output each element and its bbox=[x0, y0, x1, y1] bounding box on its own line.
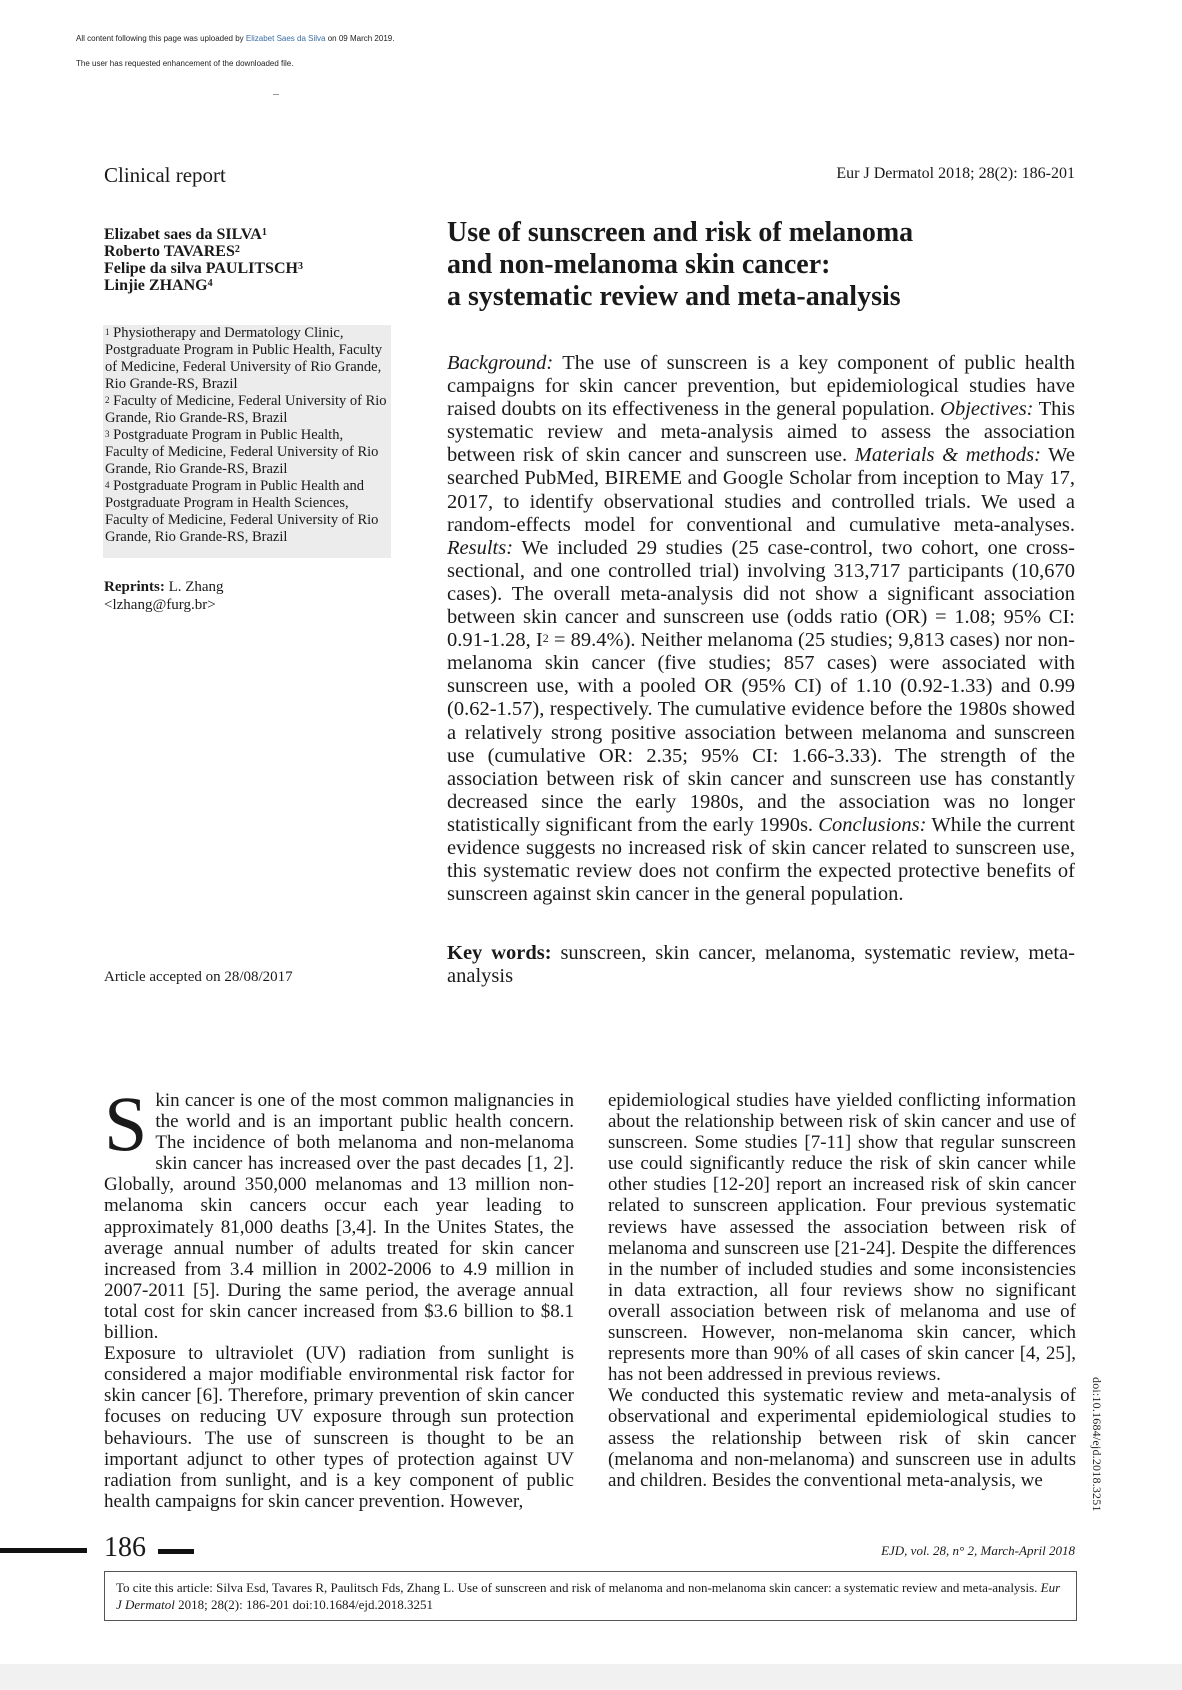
issue-reference: EJD, vol. 28, n° 2, March-April 2018 bbox=[881, 1543, 1075, 1558]
affiliations-box bbox=[103, 325, 391, 558]
upload-notice bbox=[76, 34, 394, 43]
enhancement-notice: The user has requested enhancement of the downloaded file. bbox=[76, 59, 294, 68]
cite-journal: Eur J Dermatol bbox=[116, 1580, 1061, 1612]
footer-rule bbox=[0, 1548, 87, 1553]
body-paragraph: epidemiological studies have yielded conflicting information about the relationship between risk of skin cancer and use of sunscreen. Some studies [7-11] show that regular sunscreen use could significantly reduce the risk of skin cancer while other studies [12-20] report an increased risk of skin cancer related to sunscreen application. Four previous systematic reviews have assessed the association between risk of melanoma and sunscreen use [21-24]. Despite the differences in the number of included studies and some inconsistencies in data extraction, all four reviews show no significant overall association between risk of melanoma and use of sunscreen. However, non-melanoma skin cancer, which represents more than 90% of all cases of skin cancer [4, 25], has not been addressed in previous reviews. bbox=[608, 1090, 1076, 1386]
drop-cap: S bbox=[104, 1080, 148, 1167]
body-paragraph: We conducted this systematic review and meta-analysis of observational and experimental epidemiological studies to assess the relationship between risk of skin cancer (melanoma and non-melanoma) and sunscreen use in adults and children. Besides the conventional meta-analysis, we bbox=[608, 1385, 1076, 1491]
keywords bbox=[447, 942, 1075, 988]
journal-reference: Eur J Dermatol 2018; 28(2): 186-201 bbox=[836, 165, 1075, 182]
author: Linjie ZHANG$^4$ bbox=[104, 277, 213, 294]
body-column-right bbox=[608, 1090, 1076, 1491]
background-label: Background: bbox=[447, 352, 554, 374]
affiliation: $^3$ Postgraduate Program in Public Health, Faculty of Medicine, Federal University of Rio Grande, Rio Grande-RS, Brazil bbox=[105, 427, 379, 477]
methods-label: Materials & methods: bbox=[854, 444, 1041, 467]
conclusions-label: Conclusions: bbox=[818, 813, 927, 836]
reprints-email: <lzhang@furg.br> bbox=[104, 597, 216, 613]
abstract: Background: The use of sunscreen is a key component of public health campaigns for skin cancer prevention, but epidemiological studies have raised doubts on its effectiveness in the general population. Objectives: This systematic review and meta-analysis aimed to assess the association between risk of skin cancer and sunscreen use. Materials & methods: We searched PubMed, BIREME and Google Scholar from inception to May 17, 2017, to identify observational studies and controlled trials. We used a random-effects model for conventional and cumulative meta-analyses. Results: We included 29 studies (25 case-control, two cohort, one cross-sectional, and one controlled trial) involving 313,717 participants (10,670 cases). The overall meta-analysis did not show a significant association between skin cancer and sunscreen use (odds ratio (OR) = 1.08; 95% CI: 0.91-1.28, $I^2 = 89.4\%$). Neither melanoma (25 studies; 9,813 cases) nor non-melanoma skin cancer (five studies; 857 cases) were associated with sunscreen use, with a pooled OR (95% CI) of 1.10 (0.92-1.33) and 0.99 (0.62-1.57), respectively. The cumulative evidence before the 1980s showed a relatively strong positive association between melanoma and sunscreen use (cumulative OR: 2.35; 95% CI: 1.66-3.33). The strength of the association between risk of skin cancer and sunscreen use has constantly decreased since the early 1980s, and the association was no longer statistically significant from the early 1990s. Conclusions: While the current evidence suggests no increased risk of skin cancer related to sunscreen use, this systematic review does not confirm the expected protective benefits of sunscreen against skin cancer in the general population. bbox=[447, 352, 1076, 906]
accepted-date: Article accepted on 28/08/2017 bbox=[104, 969, 293, 985]
citation-box: To cite this article: Silva Esd, Tavares R, Paulitsch Fds, Zhang L. Use of sunscreen and risk of melanoma and non-melanoma skin cancer: a systematic review and meta-analysis. Eur J Dermatol 2018; 28(2): 186-201 doi:10.1684/ejd.2018.3251 bbox=[104, 1571, 1077, 1621]
body-column-left bbox=[104, 1080, 574, 1512]
page-number: 186 bbox=[104, 1532, 146, 1563]
affiliation: $^2$ Faculty of Medicine, Federal University of Rio Grande, Rio Grande-RS, Brazil bbox=[105, 393, 387, 426]
author-list bbox=[104, 226, 404, 294]
author: Felipe da silva PAULITSCH$^3$ bbox=[104, 260, 303, 277]
author: Roberto TAVARES$^2$ bbox=[104, 243, 240, 260]
affiliation: $^1$ Physiotherapy and Dermatology Clinic, Postgraduate Program in Public Health, Faculty of Medicine, Federal University of Rio Grande, Rio Grande-RS, Brazil bbox=[105, 325, 383, 392]
keywords-label: Key words: bbox=[447, 942, 552, 964]
section-label: Clinical report bbox=[104, 163, 226, 187]
doi-sidebar: doi:10.1684/ejd.2018.3251 bbox=[1090, 1377, 1104, 1512]
results-label: Results: bbox=[447, 536, 514, 559]
article-title: Use of sunscreen and risk of melanoma and non-melanoma skin cancer: a systematic review and meta-analysis bbox=[447, 217, 914, 312]
uploader-link[interactable]: Elizabet Saes da Silva bbox=[245, 34, 326, 43]
reprints-name: L. Zhang bbox=[164, 579, 224, 595]
divider bbox=[273, 94, 279, 95]
notice-prefix: All content following this page was uploaded by bbox=[76, 34, 246, 43]
notice-suffix: on 09 March 2019. bbox=[325, 34, 395, 43]
keywords-text: sunscreen, skin cancer, melanoma, systematic review, meta-analysis bbox=[447, 942, 1076, 988]
viewer-bottom-bar bbox=[0, 1664, 1182, 1690]
author: Elizabet saes da SILVA$^1$ bbox=[104, 226, 267, 243]
body-paragraph: Exposure to ultraviolet (UV) radiation from sunlight is considered a major modifiable environmental risk factor for skin cancer [6]. Therefore, primary prevention of skin cancer focuses on reducing UV exposure through sun protection behaviours. The use of sunscreen is thought to be an important adjunct to other types of protection against UV radiation from sunlight, and is a key component of public health campaigns for skin cancer prevention. However, bbox=[104, 1343, 574, 1512]
footer-rule bbox=[158, 1549, 194, 1554]
objectives-label: Objectives: bbox=[940, 398, 1034, 421]
reprints-info bbox=[104, 578, 224, 614]
body-paragraph: Skin cancer is one of the most common malignancies in the world and is an important public health concern. The incidence of both melanoma and non-melanoma skin cancer has increased over the past decades [1, 2]. Globally, around 350,000 melanomas and 13 million non-melanoma skin cancers occur each year leading to approximately 81,000 deaths [3,4]. In the Unites States, the average annual number of adults treated for skin cancer increased from 3.4 million in 2002-2006 to 4.9 million in 2007-2011 [5]. During the same period, the average annual total cost for skin cancer increased from $3.6 billion to $8.1 billion. bbox=[104, 1080, 574, 1344]
reprints-label: Reprints: bbox=[104, 579, 165, 595]
affiliation: $^4$ Postgraduate Program in Public Health and Postgraduate Program in Health Sciences, Faculty of Medicine, Federal University of Rio Grande, Rio Grande-RS, Brazil bbox=[105, 478, 379, 545]
